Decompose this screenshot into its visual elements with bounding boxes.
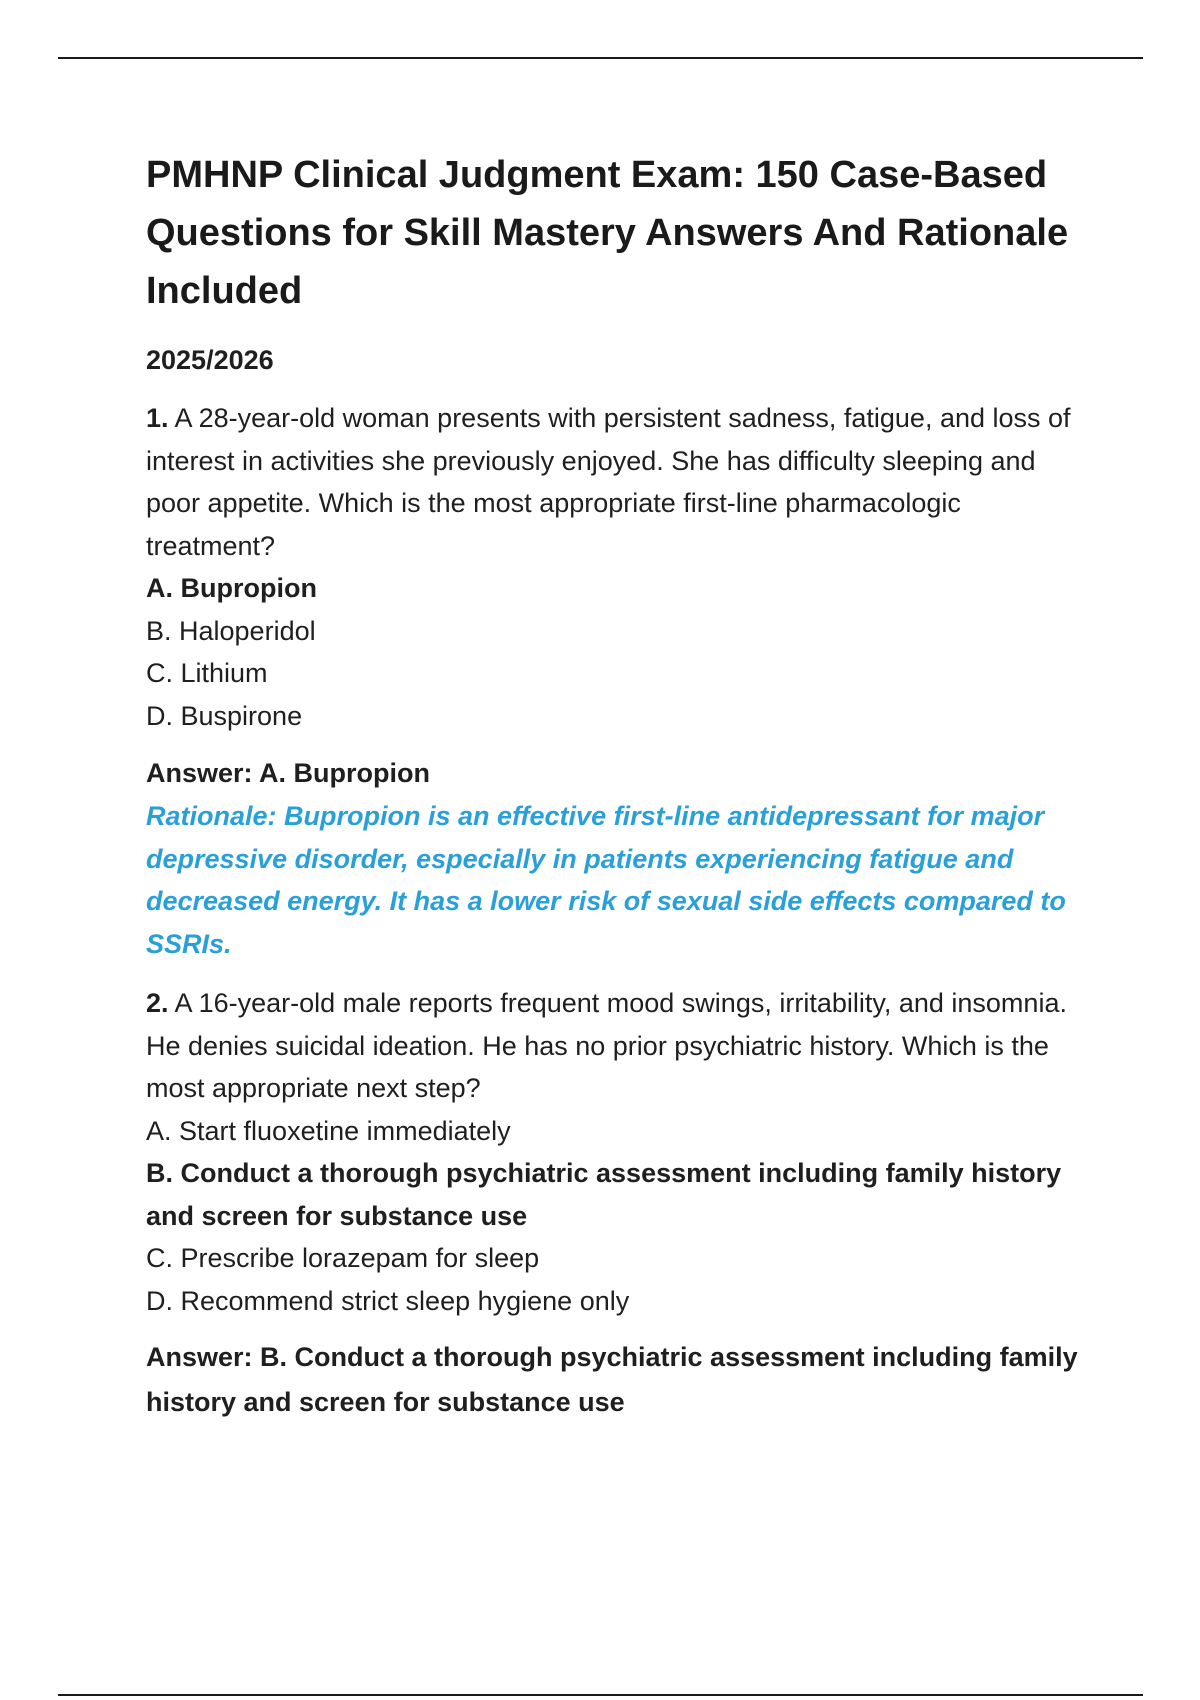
document-year: 2025/2026	[146, 345, 274, 375]
answer-line: Answer: A. Bupropion	[146, 758, 430, 788]
option-a: A. Start fluoxetine immediately	[146, 1115, 511, 1146]
footer-rule	[58, 1694, 1143, 1696]
option-c: C. Prescribe lorazepam for sleep	[146, 1243, 540, 1273]
document-title: PMHNP Clinical Judgment Exam: 150 Case-Based Questions for Skill Mastery Answers And Rationale Included	[146, 154, 1069, 312]
question-2	[146, 982, 1096, 1425]
question-text: A 28-year-old woman presents with persistent sadness, fatigue, and loss of interest in activities she previously enjoyed. She has difficulty sleeping and poor appetite. Which is the most appropriate first-line pharmacologic treatment?	[146, 403, 1071, 561]
option-list	[146, 1110, 1096, 1323]
option-b: B. Haloperidol	[146, 615, 316, 646]
option-d: D. Recommend strict sleep hygiene only	[146, 1285, 630, 1316]
option-d: D. Buspirone	[146, 700, 303, 731]
question-stem	[146, 397, 1096, 567]
option-b-correct: B. Conduct a thorough psychiatric assessment including family history and screen for substance use	[146, 1158, 1062, 1231]
document-body	[146, 146, 1096, 1425]
question-number: 2.	[146, 988, 169, 1018]
option-a-correct: A. Bupropion	[146, 573, 317, 603]
answer-line: Answer: B. Conduct a thorough psychiatric assessment including family history and screen for substance use	[146, 1342, 1078, 1417]
question-1	[146, 397, 1096, 965]
rationale: Rationale: Bupropion is an effective first-line antidepressant for major depressive disorder, especially in patients experiencing fatigue and decreased energy. It has a lower risk of sexual side effects compared to SSRIs.	[146, 801, 1066, 959]
header-rule	[58, 57, 1143, 59]
option-c: C. Lithium	[146, 658, 268, 688]
question-number: 1.	[146, 403, 169, 433]
option-list	[146, 567, 1096, 737]
question-text: A 16-year-old male reports frequent mood swings, irritability, and insomnia. He denies suicidal ideation. He has no prior psychiatric history. Which is the most appropriate next step?	[146, 988, 1067, 1103]
question-stem	[146, 982, 1096, 1110]
